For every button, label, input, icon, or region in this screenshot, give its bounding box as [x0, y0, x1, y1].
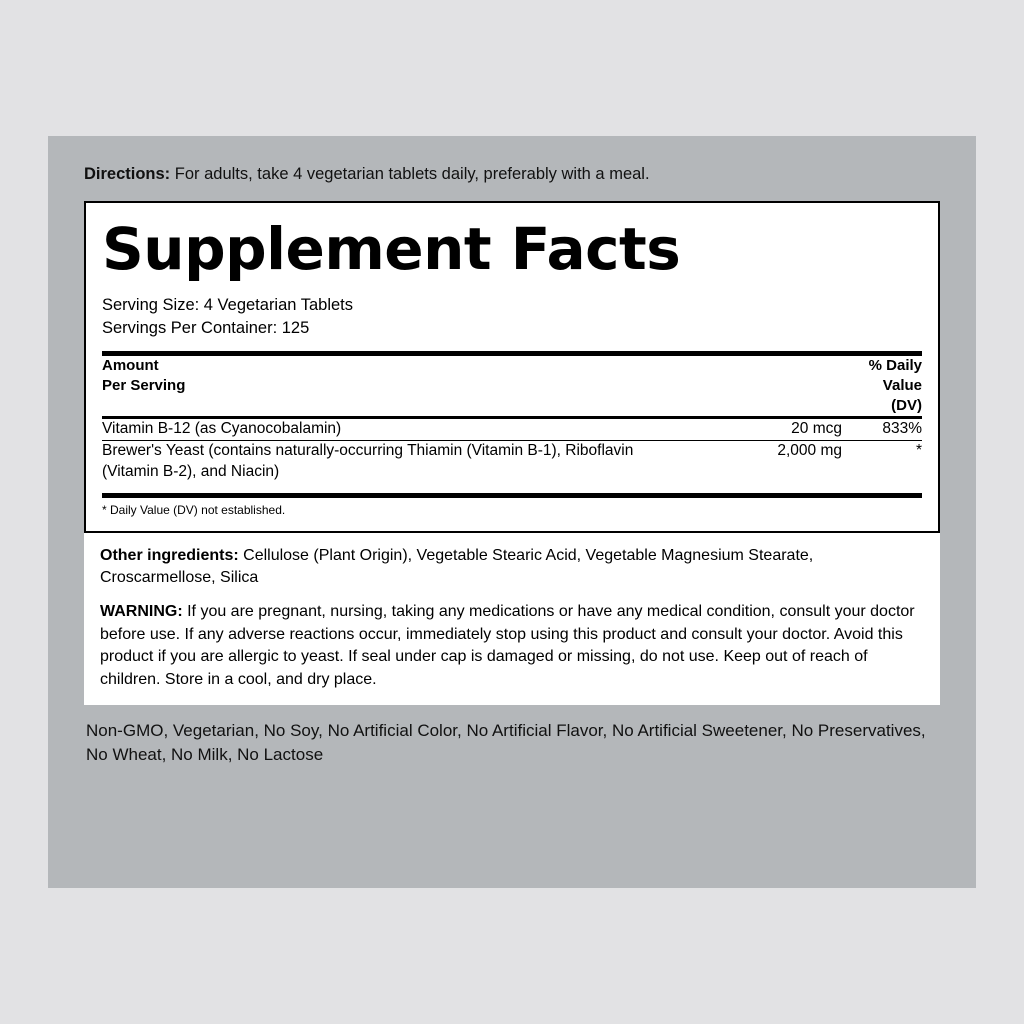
- supplement-facts-box: [84, 201, 940, 532]
- warning: [100, 601, 924, 691]
- serving-size: Serving Size: 4 Vegetarian Tablets: [102, 295, 354, 314]
- dv-header-line2: Value: [882, 376, 922, 394]
- nutrient-name: Brewer's Yeast (contains naturally-occurring Thiamin (Vitamin B-1), Riboflavin (Vitamin B-2), and Niacin): [102, 442, 634, 481]
- facts-header-row: [102, 356, 922, 417]
- table-row: [102, 419, 922, 440]
- supplement-facts-title: Supplement Facts: [102, 215, 681, 284]
- amount-per-serving-header: [102, 356, 602, 417]
- supplement-facts-table: [102, 356, 922, 417]
- warning-text: If you are pregnant, nursing, taking any medications or have any medical condition, consult your doctor before use. If any adverse reactions occur, immediately stop using this product and consult your doctor. Avoid this product if you are allergic to yeast. If seal under cap is damaged or missing, do not use. Keep out of reach of children. Store in a cool, and dry place.: [100, 603, 915, 688]
- nutrient-amount: 2,000 mg: [777, 442, 842, 460]
- other-ingredients-label: Other ingredients:: [100, 546, 239, 564]
- supplement-facts-card: [84, 201, 940, 705]
- dv-header-line1: % Daily: [868, 356, 922, 374]
- nutrient-rows-table: [102, 419, 922, 440]
- nutrient-daily-value: *: [915, 442, 922, 460]
- dv-header-line3: (DV): [891, 397, 922, 415]
- servings-per-container: Servings Per Container: 125: [102, 319, 310, 338]
- amount-header-line1: Amount: [102, 356, 159, 374]
- other-ingredients-text: Cellulose (Plant Origin), Vegetable Stearic Acid, Vegetable Magnesium Stearate, Croscarmellose, Silica: [100, 546, 814, 587]
- directions-text: For adults, take 4 vegetarian tablets daily, preferably with a meal.: [170, 165, 650, 183]
- nutrient-rows-table-2: [102, 441, 922, 483]
- daily-value-footnote: * Daily Value (DV) not established.: [102, 503, 286, 518]
- nutrient-amount: 20 mcg: [791, 420, 842, 438]
- other-ingredients: [100, 545, 924, 590]
- card-text-block: [84, 533, 940, 705]
- warning-label: WARNING:: [100, 603, 183, 621]
- daily-value-header: [602, 356, 922, 417]
- label-panel: [48, 136, 976, 888]
- nutrient-name: Vitamin B-12 (as Cyanocobalamin): [102, 420, 342, 438]
- directions-line: [84, 164, 940, 185]
- amount-header-line2: Per Serving: [102, 376, 186, 394]
- product-claims: Non-GMO, Vegetarian, No Soy, No Artificial Color, No Artificial Flavor, No Artificial Sweetener, No Preservatives, No Wheat, No Milk, No Lactose: [86, 721, 926, 765]
- nutrient-daily-value: 833%: [882, 420, 922, 438]
- directions-label: Directions:: [84, 165, 171, 183]
- table-row: [102, 441, 922, 483]
